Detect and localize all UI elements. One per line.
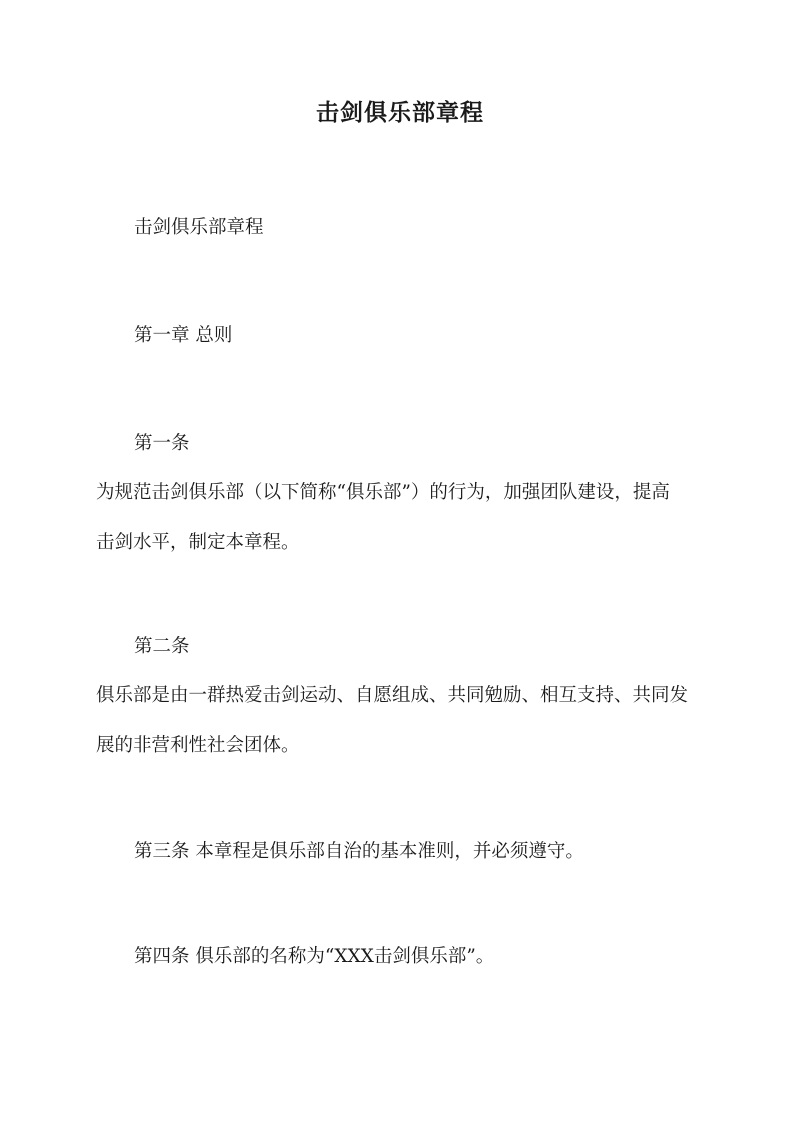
article-1-text-line-1: 为规范击剑俱乐部（以下简称“俱乐部”）的行为，加强团队建设，提高 [96,482,670,503]
chapter-heading: 第一章 总则 [134,325,233,346]
document-title: 击剑俱乐部章程 [316,99,484,126]
article-1-heading: 第一条 [134,433,190,454]
document-subtitle: 击剑俱乐部章程 [134,217,264,238]
article-4-text: 第四条 俱乐部的名称为“XXX击剑俱乐部”。 [134,946,495,967]
article-1-text-line-2: 击剑水平，制定本章程。 [96,532,300,553]
article-3-text: 第三条 本章程是俱乐部自治的基本准则，并必须遵守。 [134,841,584,862]
article-2-text-line-2: 展的非营利性社会团体。 [96,735,300,756]
article-2-heading: 第二条 [134,636,190,657]
article-2-text-line-1: 俱乐部是由一群热爱击剑运动、自愿组成、共同勉励、相互支持、共同发 [96,685,689,706]
